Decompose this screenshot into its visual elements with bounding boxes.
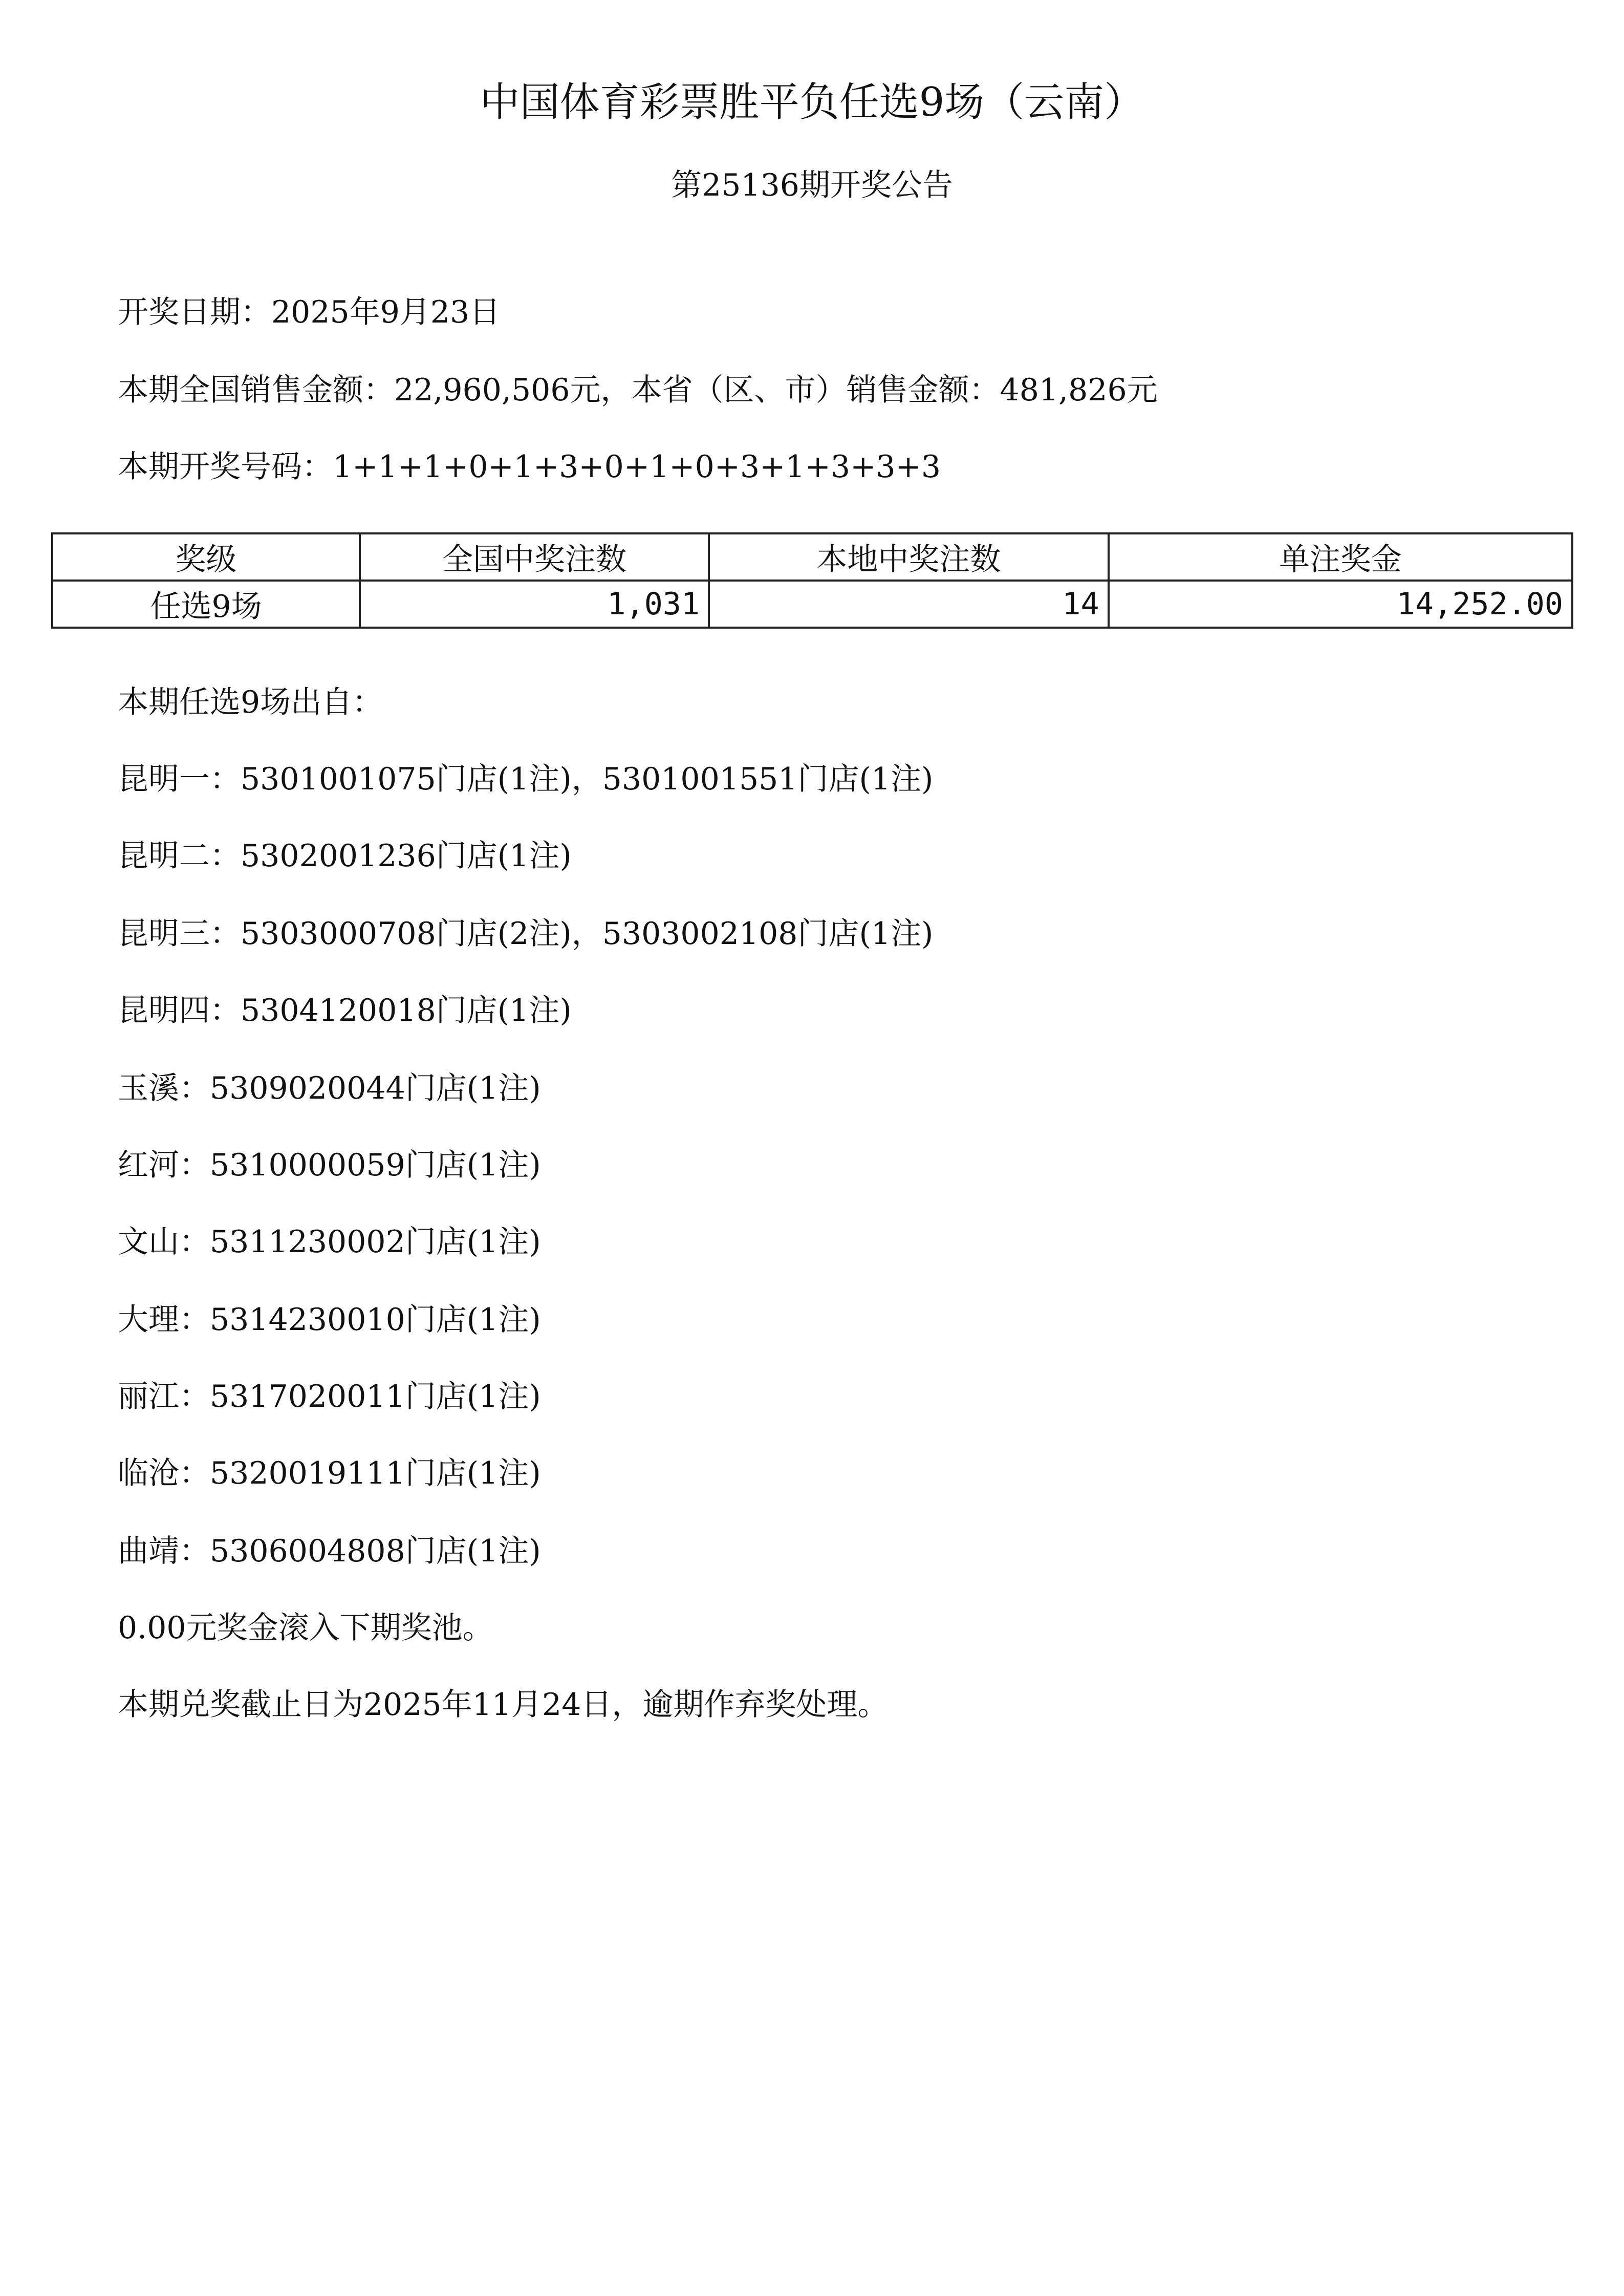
cell-prize: 14,252.00 xyxy=(1109,581,1572,628)
table-row xyxy=(52,581,1572,628)
header-level: 奖级 xyxy=(52,533,360,581)
list-item: 丽江：5317020011门店(1注) xyxy=(118,1379,541,1414)
list-item: 昆明二：5302001236门店(1注) xyxy=(118,838,572,874)
cell-national-count: 1,031 xyxy=(360,581,709,628)
cell-level: 任选9场 xyxy=(52,581,360,628)
draw-date: 开奖日期：2025年9月23日 xyxy=(118,294,501,330)
sales-amount: 本期全国销售金额：22,960,506元，本省（区、市）销售金额：481,826元 xyxy=(118,372,1158,408)
issue-subtitle: 第25136期开奖公告 xyxy=(671,167,953,203)
list-item: 曲靖：5306004808门店(1注) xyxy=(118,1533,541,1569)
header-national-count: 全国中奖注数 xyxy=(360,533,709,581)
page-title: 中国体育彩票胜平负任选9场（云南） xyxy=(480,79,1144,125)
list-item: 文山：5311230002门店(1注) xyxy=(118,1224,541,1260)
table-header-row xyxy=(52,533,1572,581)
winning-numbers: 本期开奖号码：1+1+1+0+1+3+0+1+0+3+1+3+3+3 xyxy=(118,449,941,485)
list-item: 红河：5310000059门店(1注) xyxy=(118,1147,541,1183)
list-item: 昆明三：5303000708门店(2注)，5303002108门店(1注) xyxy=(118,916,934,952)
header-prize: 单注奖金 xyxy=(1109,533,1572,581)
rollover-note: 0.00元奖金滚入下期奖池。 xyxy=(118,1610,493,1646)
list-item: 大理：5314230010门店(1注) xyxy=(118,1302,541,1338)
cell-local-count: 14 xyxy=(709,581,1109,628)
deadline-note: 本期兑奖截止日为2025年11月24日，逾期作弃奖处理。 xyxy=(118,1687,889,1723)
list-item: 临沧：5320019111门店(1注) xyxy=(118,1455,541,1491)
list-item: 玉溪：5309020044门店(1注) xyxy=(118,1070,541,1106)
list-item: 昆明四：5304120018门店(1注) xyxy=(118,993,572,1028)
winners-intro: 本期任选9场出自： xyxy=(118,684,383,720)
header-local-count: 本地中奖注数 xyxy=(709,533,1109,581)
list-item: 昆明一：5301001075门店(1注)，5301001551门店(1注) xyxy=(118,761,934,797)
prize-table xyxy=(51,532,1573,629)
